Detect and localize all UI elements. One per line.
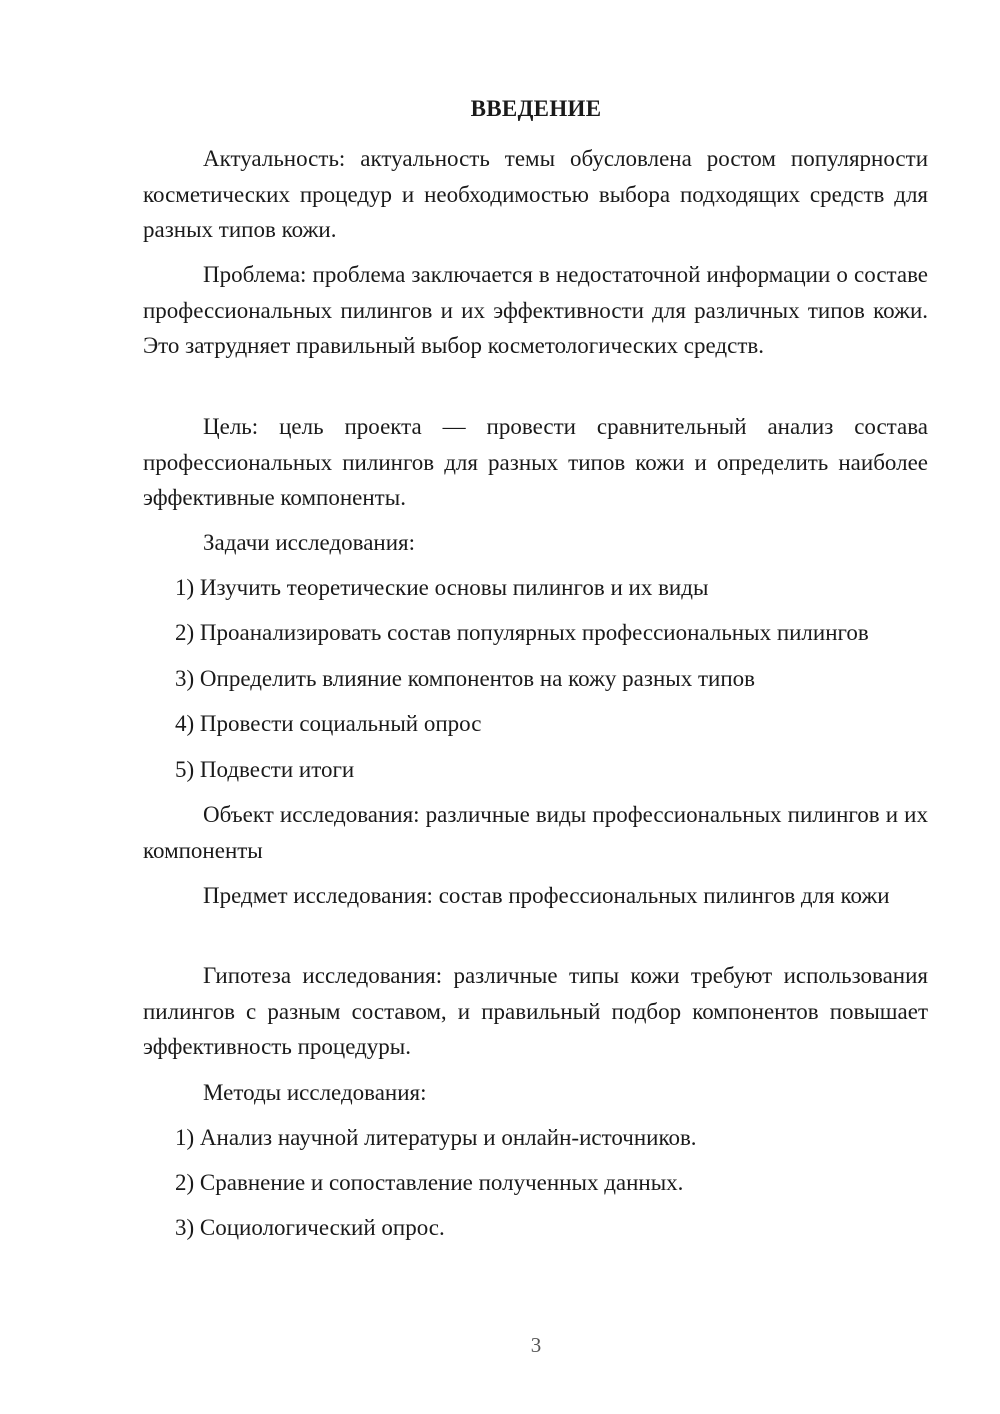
methods-heading: Методы исследования: bbox=[203, 1080, 427, 1105]
object-paragraph: Объект исследования: различные виды профессиональных пилингов и их компоненты bbox=[143, 802, 928, 863]
task-item: 3) Определить влияние компонентов на кожу разных типов bbox=[175, 666, 756, 691]
task-item: 4) Провести социальный опрос bbox=[175, 711, 482, 736]
page-title: ВВЕДЕНИЕ bbox=[470, 96, 602, 121]
relevance-paragraph: Актуальность: актуальность темы обусловлена ростом популярности косметических процедур и необходимостью выбора подходящих средств для разных типов кожи. bbox=[143, 146, 928, 242]
method-item: 3) Социологический опрос. bbox=[175, 1215, 445, 1240]
subject-paragraph: Предмет исследования: состав профессиональных пилингов для кожи bbox=[203, 883, 890, 908]
task-item: 2) Проанализировать состав популярных профессиональных пилингов bbox=[175, 620, 869, 645]
method-item: 2) Сравнение и сопоставление полученных данных. bbox=[175, 1170, 684, 1195]
task-item: 1) Изучить теоретические основы пилингов и их виды bbox=[175, 575, 709, 600]
goal-paragraph: Цель: цель проекта — провести сравнительный анализ состава профессиональных пилингов для разных типов кожи и определить наиболее эффективные компоненты. bbox=[143, 414, 928, 510]
task-item: 5) Подвести итоги bbox=[175, 757, 355, 782]
hypothesis-paragraph: Гипотеза исследования: различные типы кожи требуют использования пилингов с разным составом, и правильный подбор компонентов повышает эффективность процедуры. bbox=[143, 963, 928, 1059]
problem-paragraph: Проблема: проблема заключается в недостаточной информации о составе профессиональных пилингов и их эффективности для различных типов кожи. Это затрудняет правильный выбор косметологических средств. bbox=[143, 262, 928, 358]
method-item: 1) Анализ научной литературы и онлайн-источников. bbox=[175, 1125, 697, 1150]
page-number: 3 bbox=[530, 1333, 542, 1357]
tasks-heading: Задачи исследования: bbox=[203, 530, 416, 555]
